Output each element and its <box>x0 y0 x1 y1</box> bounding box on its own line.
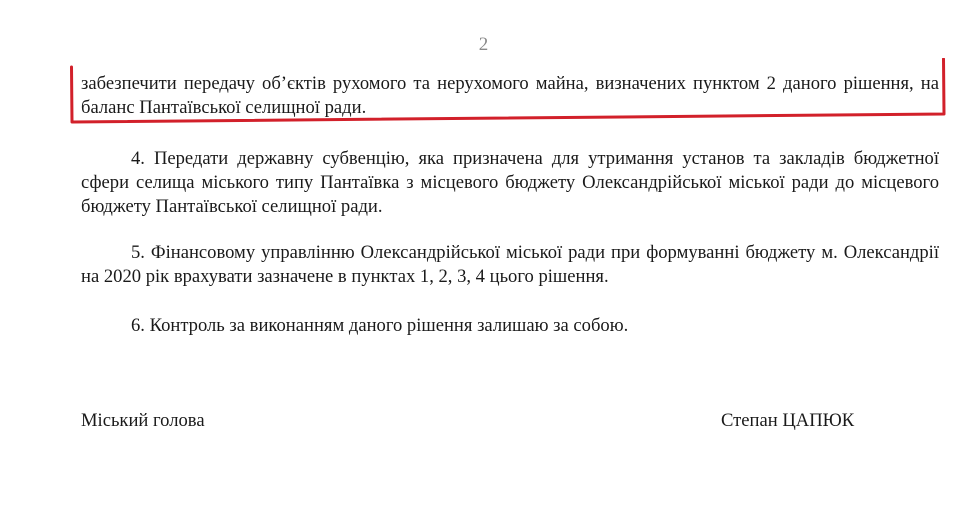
paragraph-item-5: 5. Фінансовому управлінню Олександрійської міської ради при формуванні бюджету м. Олександрії на 2020 рік врахувати зазначене в пунктах 1, 2, 3, 4 цього рішення. <box>81 242 939 287</box>
paragraph-item-4: 4. Передати державну субвенцію, яка призначена для утримання установ та закладів бюджетної сфери селища міського типу Пантаївка з місцевого бюджету Олександрійської міської ради до місцевого бюджету Пантаївської селищної ради. <box>81 148 939 217</box>
paragraph-item-6: 6. Контроль за виконанням даного рішення залишаю за собою. <box>131 315 629 336</box>
page-number: 2 <box>478 34 489 55</box>
signature-position: Міський голова <box>81 410 205 431</box>
signature-name: Степан ЦАПЮК <box>721 410 855 431</box>
continuation-paragraph: забезпечити передачу об’єктів рухомого та нерухомого майна, визначених пунктом 2 даного рішення, на баланс Пантаївської селищної ради. <box>81 73 939 118</box>
